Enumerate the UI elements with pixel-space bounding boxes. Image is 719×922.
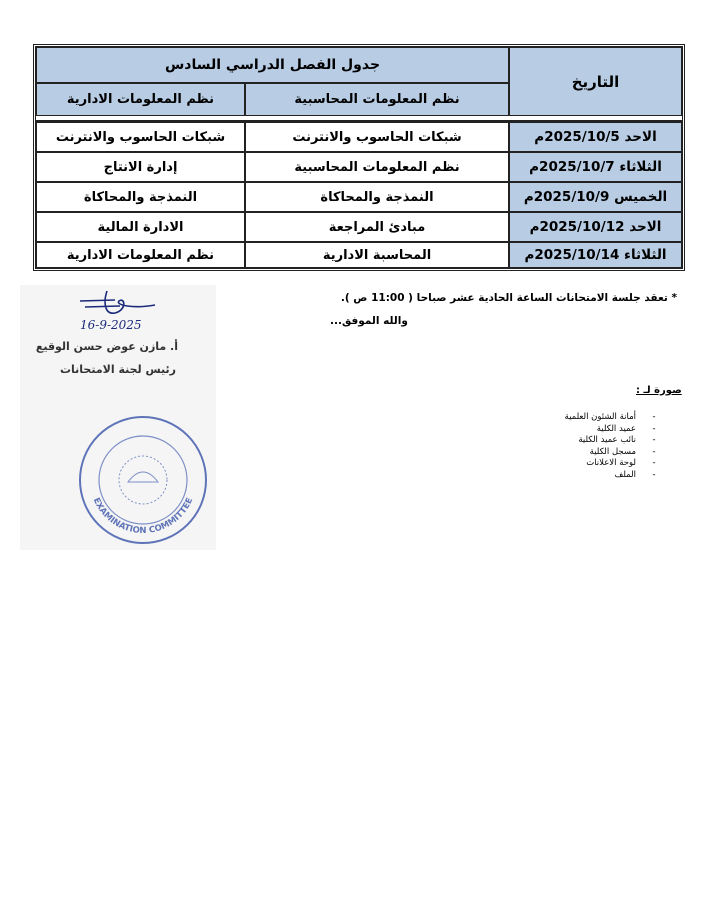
list-item [520,458,658,470]
closing-note: والله الموفق... [330,315,408,327]
table-cell-accounting: نظم المعلومات المحاسبية [245,152,509,182]
table-row-date: الاحد 2025/10/12م [509,212,682,242]
copies-title: صورة لـ : [636,385,682,396]
list-item [520,435,658,447]
signatory-title: رئيس لجنة الامتحانات [59,363,176,376]
table-cell-management: شبكات الحاسوب والانترنت [36,122,245,152]
table-row-date: الاحد 2025/10/5م [509,122,682,152]
table-cell-accounting: شبكات الحاسوب والانترنت [245,122,509,152]
handwritten-date: 16-9-2025 [80,318,142,332]
list-item-label: مسجل الكلية [589,446,636,457]
list-item-label: أمانة الشئون العلمية [564,412,636,422]
table-cell-accounting: النمذجة والمحاكاة [245,182,509,212]
table-row-date: الثلاثاء 2025/10/7م [509,152,682,182]
table-cell-accounting: مبادئ المراجعة [245,212,509,242]
list-bullet: - [652,446,656,457]
list-item-label: عميد الكلية [596,423,636,434]
svg-text:EXAMINATION COMMITTEE [91,496,196,536]
table-cell-management: نظم المعلومات الادارية [36,242,245,268]
table-cell-management: إدارة الانتاج [36,152,245,182]
list-bullet: - [652,412,656,422]
table-row-date: الخميس 2025/10/9م [509,182,682,212]
list-item-label: الملف [614,469,636,480]
table-row-date: الثلاثاء 2025/10/14م [509,242,682,268]
session-time-note: * تعقد جلسة الامتحانات الساعة الحادية عشر صباحا ( 11:00 ص ). [340,292,677,304]
signatory-name: أ. مازن عوض حسن الوقيع [35,340,178,353]
semester-title: جدول الفصل الدراسي السادس [36,47,509,83]
list-bullet: - [652,435,656,445]
list-item-label: لوحة الاعلانات [586,458,636,468]
column-header-management: نظم المعلومات الادارية [36,83,245,116]
copies-list [520,412,658,481]
exam-schedule-table [33,44,685,271]
list-item-label: نائب عميد الكلية [578,435,636,445]
committee-seal [68,410,218,550]
stamp-text: EXAMINATION COMMITTEE [90,496,196,537]
signature-scribble [75,287,185,319]
date-column-header: التاريخ [509,47,682,116]
list-bullet: - [652,469,656,480]
table-cell-management: النمذجة والمحاكاة [36,182,245,212]
list-item [520,412,658,424]
list-item [520,424,658,436]
list-bullet: - [652,458,656,468]
table-cell-management: الادارة المالية [36,212,245,242]
signature-stamp-area [20,285,216,550]
list-item [520,470,658,482]
list-item [520,447,658,459]
list-bullet: - [652,423,656,434]
column-header-accounting: نظم المعلومات المحاسبية [245,83,509,116]
table-cell-accounting: المحاسبة الادارية [245,242,509,268]
